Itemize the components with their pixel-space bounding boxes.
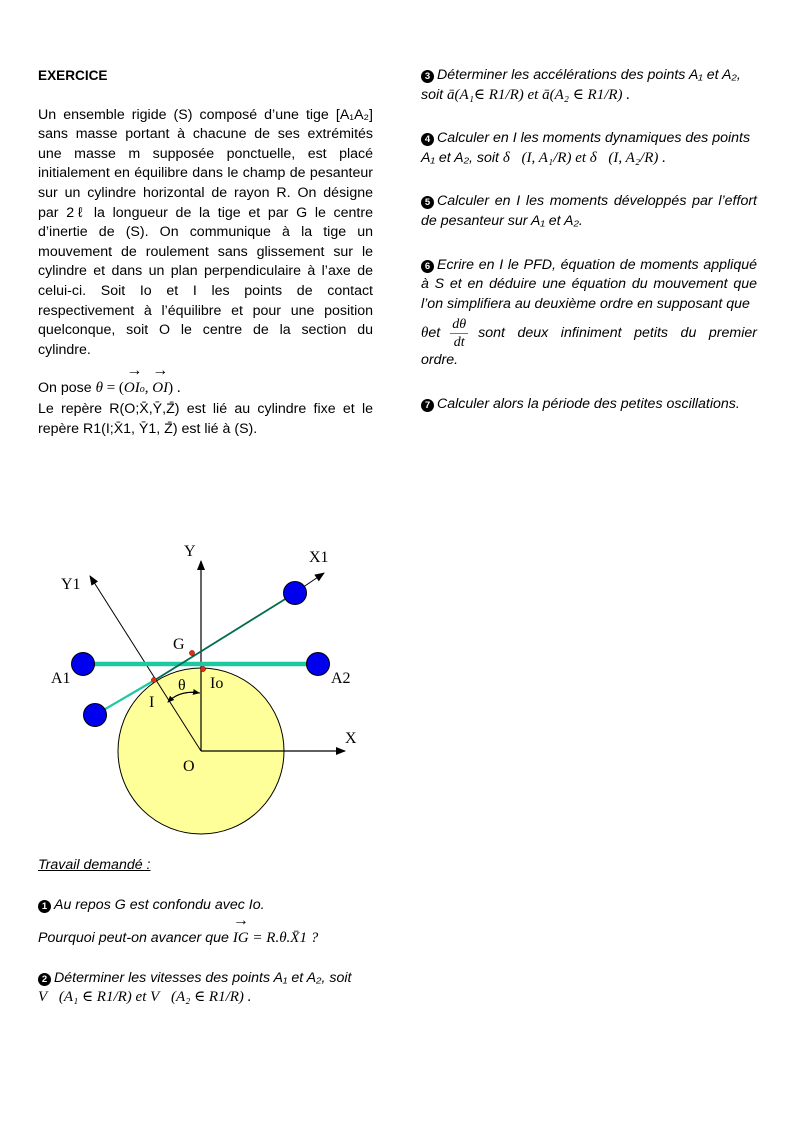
label-G: G	[173, 636, 185, 653]
number-3-icon: 3	[421, 70, 434, 83]
number-4-icon: 4	[421, 133, 434, 146]
label-A2: A2	[331, 670, 351, 687]
label-Io: Io	[210, 675, 224, 692]
repere-definition: Le repère R(O;X̄,Ȳ,Z̄) est lié au cylindre fixe et le repère R1(I;X̄1, Ȳ1, Z̄) est lié à (S).	[38, 400, 373, 437]
number-7-icon: 7	[421, 399, 434, 412]
travail-heading: Travail demandé :	[38, 857, 151, 873]
vector-OIo: → OIo	[123, 362, 145, 397]
pose-eq: = (	[102, 380, 124, 397]
number-2-icon: 2	[38, 973, 51, 986]
point-Io	[200, 666, 205, 671]
cylinder-rod-diagram	[0, 520, 400, 840]
point-G	[189, 650, 194, 655]
mass-A1	[72, 653, 95, 676]
mass-tilted-lower	[84, 704, 107, 727]
question-1b: Pourquoi peut-on avancer que → IG = R.θ.X̄1 ?	[38, 929, 373, 949]
vector-IG: → IG	[232, 912, 249, 947]
label-X1: X1	[309, 549, 329, 566]
question-6: 6 Ecrire en I le PFD, équation de moments appliqué à S et en déduire une équation du mouvement que l’on simplifiera au deuxième ordre en supposant que θ et $\frac{d\theta}{dt}$ sont deux infiniment petits du premier ordre.	[421, 256, 757, 371]
question-6-tail-end: ordre.	[421, 352, 459, 369]
pose-definition: On pose θ = ( → OIo, → OI) .	[38, 379, 373, 400]
acceleration-formula: ā(A₁∈ R1/R) et ā(A₂ ∈ R1/R) .	[447, 86, 631, 103]
label-O: O	[183, 758, 195, 775]
mass-tilted-upper	[284, 582, 307, 605]
exercise-title: EXERCICE	[38, 68, 108, 83]
left-column	[38, 66, 373, 439]
point-I	[151, 677, 156, 682]
number-5-icon: 5	[421, 196, 434, 209]
question-2: 2 Déterminer les vitesses des points A₁ et A₂, soit V⃗(A₁ ∈ R1/R) et V⃗(A₂ ∈ R1/R) .	[38, 969, 352, 1006]
vector-OI: → OI	[152, 362, 169, 397]
label-Y1: Y1	[61, 576, 81, 593]
question-1: 1 Au repos G est confondu avec Io.	[38, 896, 373, 916]
velocity-formula: V⃗(A₁ ∈ R1/R) et V⃗(A₂ ∈ R1/R) .	[38, 989, 252, 1006]
label-Y: Y	[184, 543, 196, 560]
question-5: 5 Calculer en I les moments développés par l’effort de pesanteur sur A₁ et A₂.	[421, 193, 757, 229]
exercise-intro: Un ensemble rigide (S) composé d’une tige [A₁A₂] sans masse portant à chacune de ses extrémités une masse m supposée ponctuelle, est placé initialement en équilibre dans le champ de pesanteur sur un cylindre horizontal de rayon R. On désigne par 2ℓ la longueur de la tige et par G le centre d’inertie de (S). On communique à la tige un mouvement de roulement sans glissement sur le cylindre et dans un plan perpendiculaire à l’axe de celui-ci. Soit Io et I les points de contact respectivement à l’équilibre et pour une position quelconque, soit O le centre de la section du cylindre.	[38, 106, 373, 358]
question-4: 4 Calculer en I les moments dynamiques des points A₁ et A₂, soit δ⃗(I, A₁/R) et δ⃗(I, A₂/R) .	[421, 130, 751, 166]
number-6-icon: 6	[421, 260, 434, 273]
label-I: I	[149, 694, 155, 711]
label-X: X	[345, 730, 357, 747]
pose-prefix: On pose	[38, 380, 96, 397]
label-A1: A1	[51, 670, 71, 687]
label-theta: θ	[178, 677, 186, 694]
dynamic-moment-formula: δ⃗(I, A₁/R) et δ⃗(I, A₂/R) .	[502, 149, 666, 166]
question-6-tail: sont deux infiniment petits du premier	[478, 325, 757, 342]
mass-A2	[307, 653, 330, 676]
theta-symbol: θ	[95, 380, 103, 397]
question-3: 3 Déterminer les accélérations des points A₁ et A₂, soit ā(A₁∈ R1/R) et ā(A₂ ∈ R1/R) .	[421, 67, 741, 103]
travail-section	[38, 856, 373, 1008]
dtheta-dt-fraction: $\frac{d\theta}{dt}$	[452, 317, 467, 351]
number-1-icon: 1	[38, 900, 51, 913]
question-7: 7 Calculer alors la période des petites oscillations.	[421, 395, 757, 415]
theta-symbol-2: θ	[421, 325, 429, 342]
right-column	[421, 66, 757, 439]
